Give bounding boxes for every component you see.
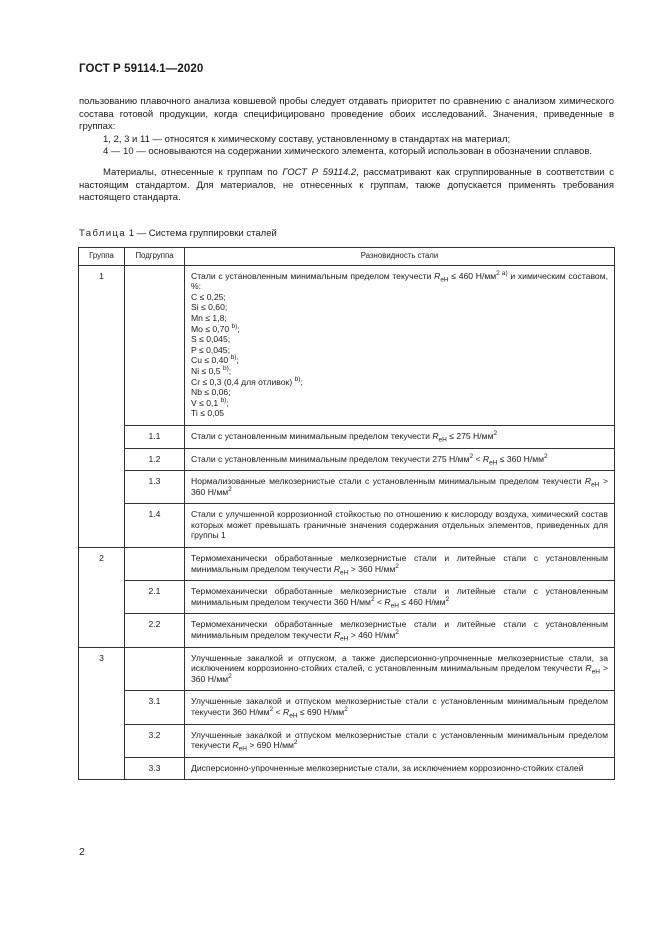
table-header-row [79, 248, 615, 266]
header-steel-type: Разновидность стали [185, 248, 615, 266]
standard-reference: ГОСТ Р 59114.2 [282, 166, 357, 178]
table-row [79, 614, 615, 647]
list-item-2: 4 — 10 — основываются на содержании химического элемента, который использован в обозначении сплавов. [103, 146, 593, 158]
subgroup-cell: 3.1 [125, 691, 185, 724]
subgroup-cell: 1.4 [125, 504, 185, 548]
subgroup-cell: 1.2 [125, 448, 185, 471]
table-row [79, 425, 615, 448]
composition-line: Cu ≤ 0,40 $^{b)}$; [191, 354, 239, 366]
steel-type-cell: Улучшенные закалкой и отпуском мелкозернистые стали с установленным минимальным пределом текучести 360 $Н/мм^2 < R_{eH} \le 690$ $Н/мм^2$ [185, 691, 615, 724]
list-item-1: 1, 2, 3 и 11 — относятся к химическому составу, установленному в стандартах на материал; [103, 133, 511, 145]
table-row [79, 691, 615, 724]
table-row [79, 581, 615, 614]
subgroup-cell [125, 265, 185, 425]
subgroup-cell: 3.3 [125, 757, 185, 780]
steel-grouping-table [78, 247, 615, 780]
header-group: Группа [79, 248, 125, 266]
composition-line: P ≤ 0,045; [191, 344, 230, 355]
composition-line: Mn ≤ 1,8; [191, 312, 227, 323]
page-number: 2 [79, 846, 85, 858]
steel-type-cell: Стали с установленным минимальным пределом текучести 275 $Н/мм^2 < R_{eH} \le 360$ $Н/мм^2$ [185, 448, 615, 471]
group-cell: 1 [79, 265, 125, 547]
subgroup-cell: 1.3 [125, 471, 185, 504]
steel-type-cell: Улучшенные закалкой и отпуском мелкозернистые стали с установленным минимальным пределом текучести $R_{eH} > 690$ $Н/мм^2$ [185, 724, 615, 757]
table-row [79, 548, 615, 581]
header-subgroup: Подгруппа [125, 248, 185, 266]
composition-line: S ≤ 0,045; [191, 334, 231, 345]
group-cell: 2 [79, 548, 125, 648]
table-row [79, 471, 615, 504]
composition-line: Mo ≤ 0,70 $^{b)}$; [191, 322, 240, 334]
table-caption: Таблица 1 — Система группировки сталей [79, 228, 277, 239]
subgroup-cell: 2.1 [125, 581, 185, 614]
composition-line: V ≤ 0,1 $^{b)}$; [191, 396, 229, 408]
paragraph-1: пользованию плавочного анализа ковшевой пробы следует отдавать приоритет по сравнению с анализом химического состава готовой продукции, когда специфицировано проведение обоих исследований. Значения, приведенные в группах: [79, 96, 614, 133]
paragraph-2: Материалы, отнесенные к группам по ГОСТ Р 59114.2, рассматривают как сгруппированные в соответствии с настоящим стандартом. Для материалов, не отнесенных к группам, также допускается применять требования настоящего стандарта. [79, 166, 614, 204]
steel-type-cell: Нормализованные мелкозернистые стали с установленным минимальным пределом текучести $R_{eH} > 360$ $Н/мм^2$ [185, 471, 615, 504]
steel-type-cell: Стали с улучшенной коррозионной стойкостью по отношению к кислороду воздуха, химический состав которых может превышать граничные значения содержания отдельных элементов, приведенных для группы 1 [185, 504, 615, 548]
steel-type-cell: Стали с установленным минимальным пределом текучести $R_{eH} \le 460$ $Н/мм^2$ $^{a)}$ и химическим составом, %: C ≤ 0,25; Si ≤ 0,60; Mn ≤ 1,8; Mo ≤ 0,70 $^{b)}$; S ≤ 0,045; P ≤ 0,045; Cu ≤ 0,40 $^{b)}$; Ni ≤ 0,5 $^{b)}$; Cr ≤ 0,3 (0,4 для отливок) $^{b)}$; Nb ≤ 0,06; V ≤ 0,1 $^{b)}$; Ti ≤ 0,05 [185, 265, 615, 425]
table-row [79, 647, 615, 691]
table-row [79, 504, 615, 548]
steel-type-cell: Термомеханически обработанные мелкозернистые стали и литейные стали с установленным минимальным пределом текучести $R_{eH} > 460$ $Н/мм^2$ [185, 614, 615, 647]
body-text [79, 96, 614, 205]
composition-line: Nb ≤ 0,06; [191, 387, 231, 398]
steel-type-cell: Дисперсионно-упрочненные мелкозернистые стали, за исключением коррозионно-стойких сталей [185, 757, 615, 780]
steel-type-cell: Термомеханически обработанные мелкозернистые стали и литейные стали с установленным минимальным пределом текучести $R_{eH} > 360$ $Н/мм^2$ [185, 548, 615, 581]
group-cell: 3 [79, 647, 125, 780]
composition-line: Ti ≤ 0,05 [191, 408, 225, 419]
steel-type-cell: Улучшенные закалкой и отпуском, а также дисперсионно-упрочненные мелкозернистые стали, за исключением коррозионно-стойких сталей, с установленным минимальным пределом текучести $R_{eH} > 360$ $Н/мм^2$ [185, 647, 615, 691]
composition-line: Ni ≤ 0,5 $^{b)}$; [191, 365, 232, 376]
subgroup-cell: 2.2 [125, 614, 185, 647]
subgroup-cell [125, 548, 185, 581]
subgroup-cell: 3.2 [125, 724, 185, 757]
composition-line: C ≤ 0,25; [191, 291, 226, 302]
table-row [79, 724, 615, 757]
document-header: ГОСТ Р 59114.1—2020 [79, 63, 204, 75]
table-row [79, 448, 615, 471]
composition-line: Si ≤ 0,60; [191, 302, 228, 313]
subgroup-cell [125, 647, 185, 691]
composition-line: Cr ≤ 0,3 (0,4 для отливок) $^{b)}$; [191, 375, 303, 387]
table-row [79, 757, 615, 780]
steel-type-cell: Термомеханически обработанные мелкозернистые стали и литейные стали с установленным минимальным пределом текучести 360 $Н/мм^2 < R_{eH} \le 460$ $Н/мм^2$ [185, 581, 615, 614]
steel-type-cell: Стали с установленным минимальным пределом текучести $R_{eH} \le 275$ $Н/мм^2$ [185, 425, 615, 448]
table-row [79, 265, 615, 425]
subgroup-cell: 1.1 [125, 425, 185, 448]
